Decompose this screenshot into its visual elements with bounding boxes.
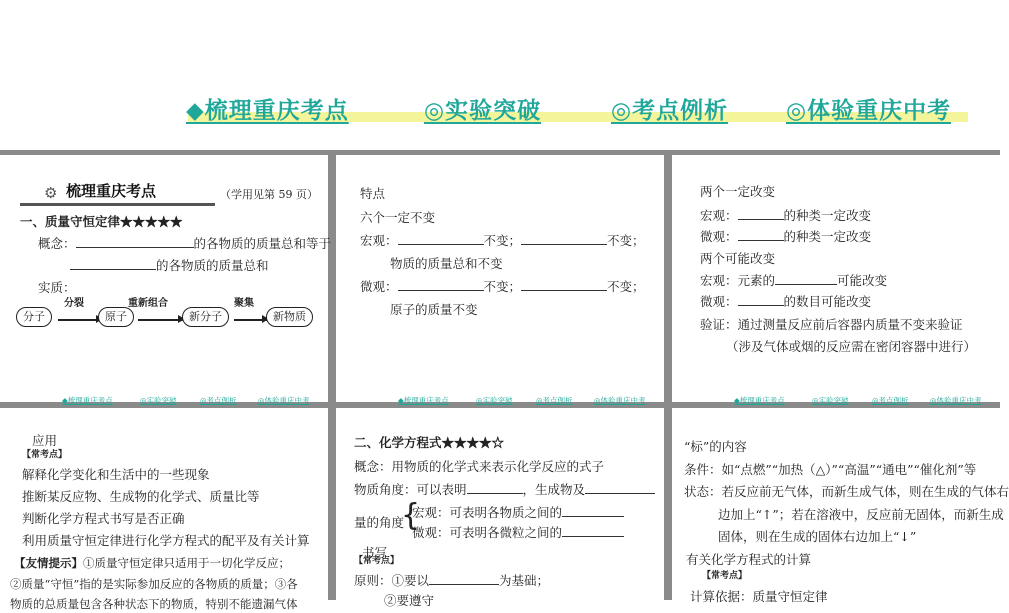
line-feature: 特点 [360, 186, 386, 201]
flow-arrow [58, 319, 102, 321]
mini-nav-exam[interactable]: ◎体验重庆中考 [930, 396, 982, 405]
micro-label: 微观： [360, 279, 398, 294]
top-navigation [0, 92, 1000, 128]
line-six-unchanged: 六个一定不变 [360, 210, 436, 225]
quantity-macro-line [412, 504, 624, 522]
quantity-micro: 微观：可表明各微粒之间的 [412, 525, 563, 540]
flow-arrow [234, 319, 268, 321]
line-mass-total: 物质的质量总和不变 [390, 256, 503, 271]
unchanged-text: 不变； [607, 233, 645, 248]
line-writing: 书写 [362, 545, 388, 560]
flow-arrow [138, 319, 184, 321]
macro-maybe-label: 宏观：元素的 [700, 273, 776, 288]
unchanged-text: 不变； [483, 233, 522, 248]
flow-node-molecule: 分子 [16, 307, 52, 327]
mini-nav-examples[interactable]: ◎考点例析 [536, 396, 573, 405]
tip-line-1 [14, 555, 290, 572]
mini-nav-review[interactable]: ◆梳理重庆考点 [734, 396, 785, 405]
line-two-changed: 两个一定改变 [700, 184, 776, 199]
line-substance-angle [354, 481, 655, 499]
mini-nav-exam[interactable]: ◎体验重庆中考 [258, 396, 310, 405]
concept-line-2 [70, 257, 269, 275]
tag-frequent: 【常考点】 [354, 556, 400, 566]
substance-angle-b: ，生成物及 [522, 482, 586, 497]
micro-change-line [700, 228, 871, 246]
blank [521, 232, 607, 245]
concept-mid: 的各物质的质量总和等于 [193, 236, 332, 251]
tip-line-3: 物质的总质量包含各种状态下的物质，特别不能遗漏气体 [10, 597, 298, 611]
line-verify-note: （涉及气体或烟的反应需在密闭容器中进行） [726, 339, 977, 354]
slide-panel-3[interactable] [672, 155, 1000, 405]
line-follow: ②要遵守 [384, 593, 435, 608]
line-state-2: 边加上“↑”；若在溶液中，反应前无固体，而新生成 [718, 507, 1004, 522]
flow-label-recombine: 重新组合 [128, 298, 168, 309]
mini-nav-experiment[interactable]: ◎实验突破 [812, 396, 849, 405]
line-principle [354, 572, 549, 590]
line-two-maybe: 两个可能改变 [700, 251, 776, 266]
mini-nav-experiment[interactable]: ◎实验突破 [140, 396, 177, 405]
nav-link-review[interactable]: ◆梳理重庆考点 [186, 98, 349, 124]
substance-angle-a: 物质角度：可以表明 [354, 482, 467, 497]
mini-nav-experiment[interactable]: ◎实验突破 [476, 396, 513, 405]
blank [562, 524, 624, 537]
concept-line [38, 235, 331, 253]
line-atom-mass: 原子的质量不变 [390, 302, 478, 317]
micro-maybe-end: 的数目可能改变 [783, 294, 872, 309]
blank [76, 235, 194, 248]
micro-label: 微观： [700, 229, 738, 244]
blank [521, 278, 607, 291]
quantity-macro: 宏观：可表明各物质之间的 [412, 505, 563, 520]
gear-icon: ⚙ [44, 184, 58, 202]
nav-link-experiment[interactable]: ◎实验突破 [424, 98, 542, 124]
mini-nav-review[interactable]: ◆梳理重庆考点 [62, 396, 113, 405]
line-calc-basis: 计算依据：质量守恒定律 [690, 589, 828, 604]
macro-maybe-end: 可能改变 [837, 273, 888, 288]
macro-change-line [700, 207, 871, 225]
micro-line [360, 278, 645, 296]
section-header [20, 183, 215, 206]
mini-nav-examples[interactable]: ◎考点例析 [872, 396, 909, 405]
concept-label: 概念： [38, 236, 76, 251]
essence-label: 实质： [38, 280, 76, 295]
principle-a: 原则：①要以 [354, 573, 430, 588]
blank [429, 572, 499, 585]
quantity-micro-line [412, 524, 624, 542]
flow-node-new-molecule: 新分子 [182, 307, 229, 327]
slide-panel-5[interactable] [336, 408, 664, 608]
tag-frequent: 【常考点】 [22, 450, 68, 460]
mini-nav-examples[interactable]: ◎考点例析 [200, 396, 237, 405]
nav-link-exam[interactable]: ◎体验重庆中考 [786, 98, 952, 124]
line-application: 应用 [32, 433, 58, 448]
blank [738, 228, 784, 241]
line-mark-content: “标”的内容 [684, 439, 747, 454]
line-verify: 验证：通过测量反应前后容器内质量不变来验证 [700, 317, 963, 332]
line-calculation: 有关化学方程式的计算 [686, 552, 812, 567]
blank [738, 293, 784, 306]
slide-thumbnail-grid [0, 150, 1009, 611]
unchanged-text: 不变； [483, 279, 522, 294]
slide-panel-2[interactable] [336, 155, 664, 405]
line-judge: 判断化学方程式书写是否正确 [22, 511, 185, 526]
study-note: （学用见第 59 页） [220, 188, 318, 201]
macro-maybe-line [700, 272, 887, 290]
slide-panel-4[interactable] [0, 408, 328, 611]
section-title: 梳理重庆考点 [66, 182, 157, 200]
tip-label: 【友情提示】 [14, 556, 83, 570]
tip-text-1: ①质量守恒定律只适用于一切化学反应； [83, 556, 290, 570]
blank [70, 257, 156, 270]
flow-label-split: 分裂 [64, 298, 84, 309]
line-infer: 推断某反应物、生成物的化学式、质量比等 [22, 489, 260, 504]
blank [585, 481, 655, 494]
macro-end: 的种类一定改变 [783, 208, 872, 223]
line-concept: 概念：用物质的化学式来表示化学反应的式子 [354, 459, 605, 474]
macro-line [360, 232, 645, 250]
heading: 一、质量守恒定律★★★★★ [20, 214, 183, 229]
blank [738, 207, 784, 220]
heading-equation: 二、化学方程式★★★★☆ [354, 435, 505, 450]
slide-panel-6[interactable] [672, 408, 1009, 604]
line-balance: 利用质量守恒定律进行化学方程式的配平及有关计算 [22, 533, 310, 548]
tip-line-2: ②质量“守恒”指的是实际参加反应的各物质的质量；③各 [10, 577, 298, 591]
slide-panel-1[interactable] [0, 155, 332, 405]
line-state-3: 固体，则在生成的固体右边加上“↓” [718, 529, 917, 544]
line-explain: 解释化学变化和生活中的一些现象 [22, 467, 210, 482]
blank [398, 232, 484, 245]
blank [398, 278, 484, 291]
line-condition: 条件：如“点燃”“加热（△）”“高温”“通电”“催化剂”等 [684, 462, 977, 477]
macro-label: 宏观： [700, 208, 738, 223]
brace-icon: { [401, 498, 421, 533]
principle-b: 为基础； [499, 573, 550, 588]
concept-end: 的各物质的质量总和 [156, 258, 269, 273]
micro-maybe-label: 微观： [700, 294, 738, 309]
mini-nav-review[interactable]: ◆梳理重庆考点 [398, 396, 449, 405]
flow-node-new-substance: 新物质 [266, 307, 313, 327]
quantity-angle-label: 量的角度 [354, 515, 405, 530]
unchanged-text: 不变； [607, 279, 645, 294]
blank [467, 481, 523, 494]
tag-frequent: 【常考点】 [702, 571, 748, 581]
flow-label-gather: 聚集 [234, 298, 254, 309]
nav-link-examples[interactable]: ◎考点例析 [611, 98, 729, 124]
blank [562, 504, 624, 517]
mini-nav-exam[interactable]: ◎体验重庆中考 [594, 396, 646, 405]
flow-diagram [16, 298, 316, 343]
micro-end: 的种类一定改变 [783, 229, 872, 244]
macro-label: 宏观： [360, 233, 398, 248]
line-state-1: 状态：若反应前无气体，而新生成气体，则在生成的气体右 [684, 484, 1009, 499]
flow-node-atom: 原子 [98, 307, 134, 327]
blank [775, 272, 837, 285]
micro-maybe-line [700, 293, 871, 311]
